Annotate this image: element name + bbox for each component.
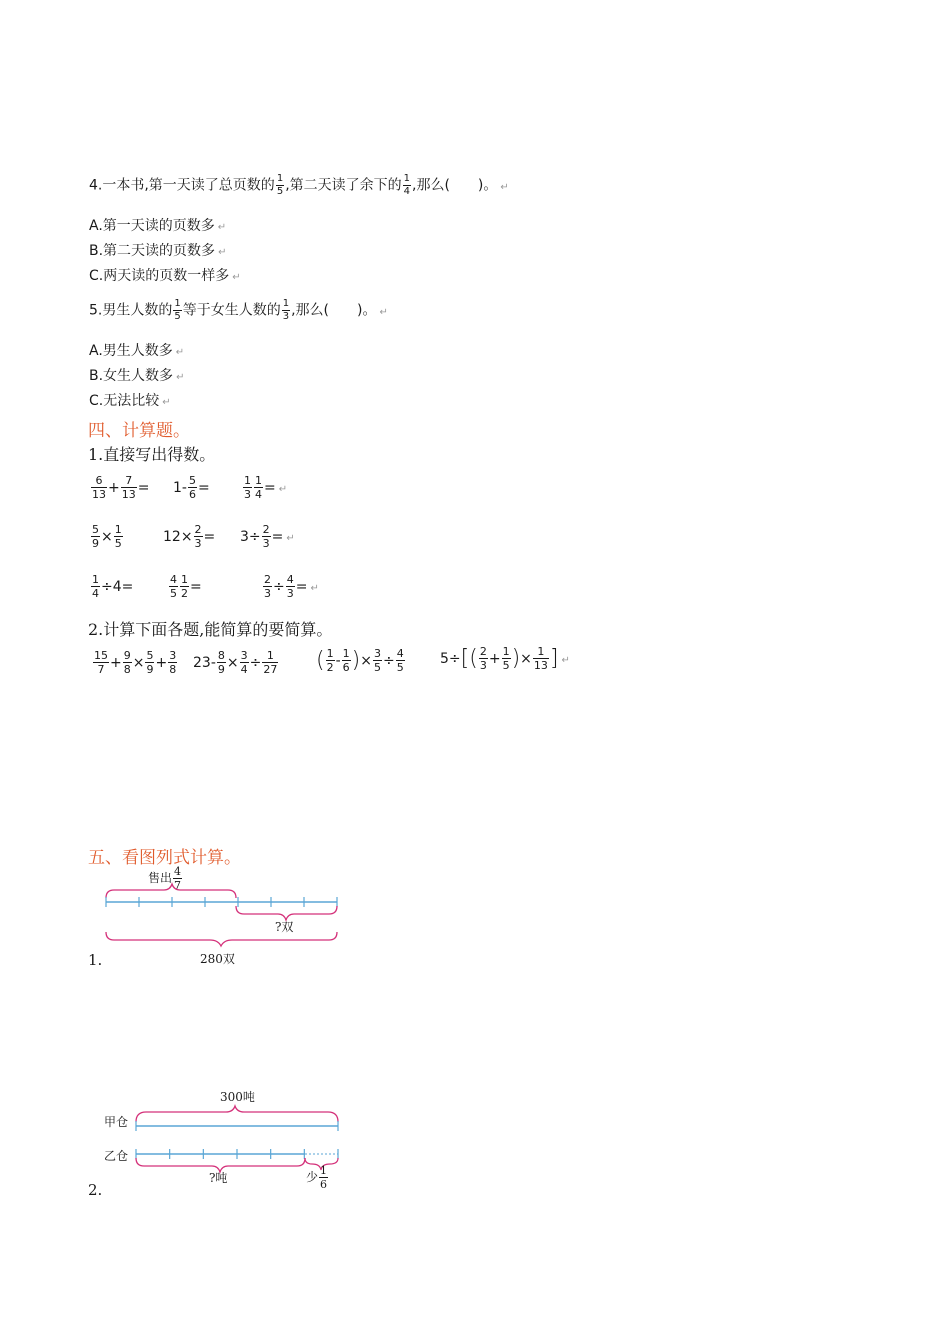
simplify-item-2: 23- $\frac{8}{9}$ × $\frac{3}{4}$ ÷ $\frac{1}{27}$: [193, 649, 278, 676]
p2-number: 2.: [88, 1181, 103, 1199]
simplify-item-1: $\frac{15}{7}$ + $\frac{9}{8}$ × $\frac{5}{9}$ + $\frac{3}{8}$: [94, 649, 177, 676]
q5-fraction-1: $\frac{1}{5}$: [174, 298, 181, 322]
p2-row1-label: 甲仓: [104, 1115, 129, 1129]
calc-row-1-item-3: $\frac{1}{3}$ $\frac{1}{4}$ = ↵: [244, 474, 288, 501]
p1-sold-brace: [106, 884, 236, 898]
calc-row-3-item-2: $\frac{4}{5}$ $\frac{1}{2}$ =: [170, 573, 202, 600]
q5-option-a: A.男生人数多 ↵: [89, 343, 185, 359]
q4-fraction-1: $\frac{1}{5}$: [276, 173, 284, 197]
q4-prefix: 4.一本书,第一天读了总页数的: [89, 177, 275, 194]
q5-option-c: C.无法比较 ↵: [89, 393, 171, 409]
p2-total-brace: [136, 1106, 338, 1122]
question-5: 5.男生人数的 $\frac{1}{5}$ 等于女生人数的 $\frac{1}{3}$ ,那么( )。 ↵: [89, 298, 388, 322]
p2-question-label: ?吨: [209, 1171, 228, 1185]
section-4-sub-2: 2.计算下面各题,能简算的要简算。: [88, 620, 333, 639]
q5-suffix: ,那么( )。: [291, 302, 377, 319]
calc-row-2-item-1: $\frac{5}{9}$ × $\frac{1}{5}$: [92, 523, 122, 550]
q4-fraction-2: $\frac{1}{4}$: [403, 173, 411, 197]
q4-option-c: C.两天读的页数一样多 ↵: [89, 268, 241, 284]
q4-middle: ,第二天读了余下的: [285, 177, 402, 194]
q4-option-a: A.第一天读的页数多 ↵: [89, 218, 227, 234]
p1-total-label: 280双: [200, 952, 235, 966]
calc-row-3-item-3: $\frac{2}{3}$ ÷ $\frac{4}{3}$ = ↵: [264, 573, 319, 600]
q5-option-b: B.女生人数多 ↵: [89, 368, 185, 384]
p1-number: 1.: [88, 951, 103, 969]
p1-total-brace: [106, 932, 337, 946]
p1-sold-label: 售出 $\frac{4}{7}$: [148, 865, 182, 892]
question-4: [89, 174, 509, 197]
section-5-title: 五、看图列式计算。: [88, 848, 241, 868]
calc-row-1-item-2: 1- $\frac{5}{6}$ =: [173, 474, 210, 501]
section-4-title: 四、计算题。: [88, 421, 190, 441]
calc-row-3-item-1: $\frac{1}{4}$ ÷4=: [92, 573, 134, 600]
calc-row-2-item-3: 3÷ $\frac{2}{3}$ = ↵: [240, 523, 295, 550]
q5-middle: 等于女生人数的: [182, 302, 281, 319]
p1-question-label: ?双: [275, 920, 294, 934]
simplify-item-4: 5÷[( $\frac{2}{3}$ + $\frac{1}{5}$ )× $\frac{1}{13}$ ] ↵: [440, 645, 570, 672]
return-mark: ↵: [500, 181, 509, 193]
section-4-sub-1: 1.直接写出得数。: [88, 445, 216, 464]
calc-row-1-item-1: $\frac{6}{13}$ + $\frac{7}{13}$ =: [92, 474, 150, 501]
p2-row2-label: 乙仓: [104, 1149, 129, 1163]
p1-diagram: [100, 880, 350, 960]
q4-option-b: B.第二天读的页数多 ↵: [89, 243, 227, 259]
simplify-item-3: ( $\frac{1}{2}$ - $\frac{1}{6}$ )× $\frac{3}{5}$ ÷ $\frac{4}{5}$: [316, 647, 404, 674]
p2-less-label: 少 $\frac{1}{6}$: [306, 1164, 328, 1191]
q4-suffix: ,那么( )。: [412, 177, 498, 194]
p2-total-label: 300吨: [220, 1090, 255, 1104]
q5-prefix: 5.男生人数的: [89, 302, 173, 319]
calc-row-2-item-2: 12× $\frac{2}{3}$ =: [163, 523, 216, 550]
q5-fraction-2: $\frac{1}{3}$: [282, 298, 290, 322]
